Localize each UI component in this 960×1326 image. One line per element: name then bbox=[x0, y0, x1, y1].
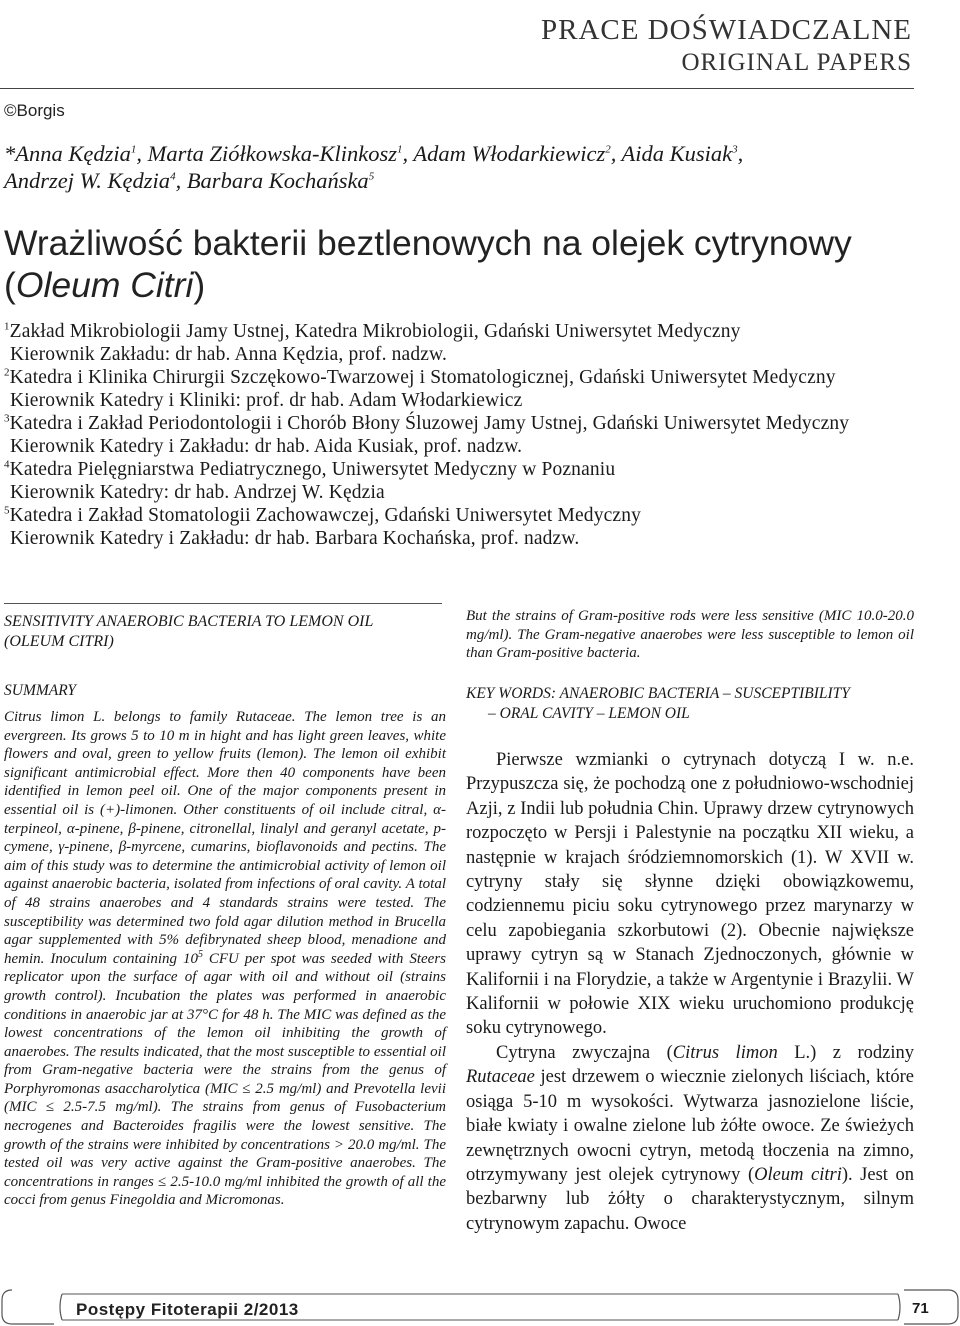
affiliations bbox=[4, 320, 924, 550]
body-paragraph-1: Pierwsze wzmianki o cytrynach dotyczą I w. n.e. Przypuszcza się, że pochodzą one z południowo-wschodniej Azji, z Indii lub południa Chin. Uprawy drzew cytrynowych rozpoczęto w Persji i Palestynie na początku XII wieku, a następnie w krajach śródziemnomorskich (1). W XVII w. cytryny stały się słynne dzięki obowiązkowemu, codziennemu piciu soku cytrynowego przez marynarzy w celu zapobiegania szkorbutowi (2). Obecnie największe uprawy cytryn są w Stanach Zjednoczonych, głównie w Kalifornii i na Florydzie, a także w Argentynie i Brazylii. W Kalifornii w połowie XIX wieku uruchomiono produkcję soku cytrynowego. bbox=[466, 750, 914, 1039]
affiliation-3: $^3$Katedra i Zakład Periodontologii i Chorób Błony Śluzowej Jamy Ustnej, Gdański Uniwersytet Medyczny Kierownik Katedry i Zakładu: dr hab. Aida Kusiak, prof. nadzw. bbox=[4, 412, 850, 457]
section-title-en: ORIGINAL PAPERS bbox=[681, 49, 912, 76]
affiliation-1: $^1$Zakład Mikrobiologii Jamy Ustnej, Katedra Mikrobiologii, Gdański Uniwersytet Medyczny Kierownik Zakładu: dr hab. Anna Kędzia, prof. nadzw. bbox=[4, 320, 741, 365]
english-title: SENSITIVITY ANAEROBIC BACTERIA TO LEMON OIL (OLEUM CITRI) bbox=[4, 613, 374, 650]
copyright-label: ©Borgis bbox=[4, 101, 65, 120]
affiliation-5: $^5$Katedra i Zakład Stomatologii Zachowawczej, Gdański Uniwersytet Medyczny Kierownik Katedry i Zakładu: dr hab. Barbara Kochańska, prof. nadzw. bbox=[4, 504, 642, 549]
header-rule bbox=[0, 88, 914, 89]
summary-heading: SUMMARY bbox=[4, 682, 77, 699]
summary-text: Citrus limon L. belongs to family Rutaceae. The lemon tree is an evergreen. Its grows 5 to 10 m in hight and has light green leaves, white flowers and oval, green to yellow fruits (lemon). The lemon oil exhibit significant antimicrobial effect. More then 40 components have been identified in lemon peel oil. One of the major components present in essential oil is (+)-limonen. Other constituents of oil include citral, α-terpineol, α-pinene, β-pinene, citronellal, linalyl and geranyl acetate, p-cymene, γ-pinene, β-myrcene, cumarins, bioflavonoids and pectins. The aim of this study was to determine the antimicrobial activity of lemon oil against anaerobic bacteria, isolated from infections of oral cavity. A total of 48 strains anaerobes and 4 standards strains were tested. The susceptibility was determined two fold agar dilution method in Brucella agar supplemented with 5% defibrynated sheep blood, menadione and hemin. Inoculum containing $10^5$ CFU per spot was seeded with Steers replicator upon the surface of agar with oil and without oil (strains growth control). Incubation the plates was performed in anaerobic conditions in anaerobic jar at 37°C for 48 h. The MIC was defined as the lowest concentrations of the lemon oil inhibiting the growth of anaerobes. The results indicated, that the most susceptible to essential oil from Gram-negative bacteria were the strains from the genus of Porphyromonas asaccharolytica (MIC ≤ 2.5 mg/ml) and Prevotella levii (MIC ≤ 2.5-7.5 mg/ml). The strains from genus of Fusobacterium necrogenes and Bacteroides fragilis were the lowest sensitive. The growth of the strains were inhibited by concentrations > 20.0 mg/ml. The tested oil was very active against the Gram-positive anaerobes. The concentrations in ranges ≤ 2.5-10.0 mg/ml inhibited the growth of all the cocci from genus Finegoldia and Micromonas. bbox=[4, 709, 446, 1209]
keywords: KEY WORDS: ANAEROBIC BACTERIA – SUSCEPTIBILITY – ORAL CAVITY – LEMON OIL bbox=[466, 685, 850, 722]
author-line-1: *Anna Kędzia$^1$, Marta Ziółkowska-Klinkosz$^1$, Adam Włodarkiewicz$^2$, Aida Kusiak$^3$, bbox=[4, 141, 744, 166]
section-title-pl: PRACE DOŚWIADCZALNE bbox=[540, 14, 912, 46]
page-number: 71 bbox=[912, 1300, 929, 1317]
summary-continuation: But the strains of Gram-positive rods were less sensitive (MIC 10.0-20.0 mg/ml). The Gram-negative anaerobes were less susceptible to lemon oil than Gram-positive bacteria. bbox=[466, 608, 914, 662]
body-paragraph-2: Cytryna zwyczajna (Citrus limon L.) z rodziny Rutaceae jest drzewem o wiecznie zielonych liściach, które osiąga 5-10 m wysokości. Wytwarza jasnozielone liście, białe kwiaty i owalne zielone lub żółte owoce. Ze świeżych zewnętrznych owocni cytryn, metodą tłoczenia na zimno, otrzymywany jest olejek cytrynowy (Oleum citri). Jest on bezbarwny lub żółty o charakterystycznym, silnym cytrynowym zapachu. Owoce bbox=[466, 1042, 914, 1234]
article-title: Wrażliwość bakterii beztlenowych na olejek cytrynowy (Oleum Citri) bbox=[4, 223, 852, 305]
journal-name: Postępy Fitoterapii 2/2013 bbox=[76, 1300, 299, 1319]
abstract-rule bbox=[4, 603, 442, 604]
author-list bbox=[4, 140, 904, 194]
affiliation-2: $^2$Katedra i Klinika Chirurgii Szczękowo-Twarzowej i Stomatologicznej, Gdański Uniwersytet Medyczny Kierownik Katedry i Kliniki: prof. dr hab. Adam Włodarkiewicz bbox=[4, 366, 836, 411]
body-text bbox=[466, 748, 914, 1236]
author-line-2: Andrzej W. Kędzia$^4$, Barbara Kochańska$^5$ bbox=[4, 168, 375, 193]
affiliation-4: $^4$Katedra Pielęgniarstwa Pediatrycznego, Uniwersytet Medyczny w Poznaniu Kierownik Katedry: dr hab. Andrzej W. Kędzia bbox=[4, 458, 616, 503]
